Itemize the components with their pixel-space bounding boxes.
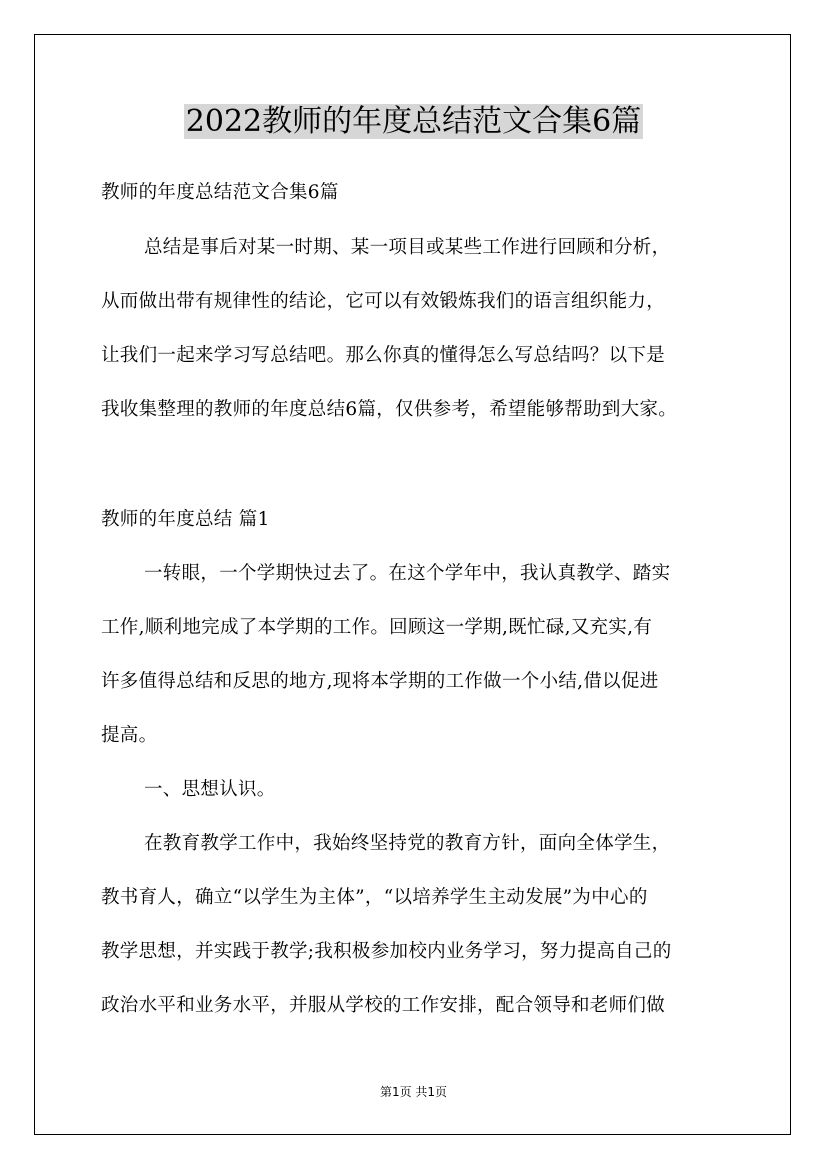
section-heading: 教师的年度总结 篇1 — [101, 509, 270, 530]
document-subtitle: 教师的年度总结范文合集6篇 — [101, 182, 339, 203]
paragraph-line: 教学思想，并实践于教学;我积极参加校内业务学习，努力提高自己的 — [101, 941, 672, 962]
document-title: 2022教师的年度总结范文合集6篇 — [185, 104, 642, 139]
paragraph-line: 一转眼，一个学期快过去了。在这个学年中，我认真教学、踏实 — [144, 563, 671, 584]
intro-line: 总结是事后对某一时期、某一项目或某些工作进行回顾和分析， — [144, 237, 671, 258]
subheading: 一、思想认识。 — [144, 779, 276, 800]
paragraph-line: 政治水平和业务水平，并服从学校的工作安排，配合领导和老师们做 — [101, 995, 666, 1016]
paragraph-line: 许多值得总结和反思的地方,现将本学期的工作做一个小结,借以促进 — [101, 671, 659, 692]
intro-line: 让我们一起来学习写总结吧。那么你真的懂得怎么写总结吗？以下是 — [101, 345, 666, 366]
paragraph-line: 教书育人，确立“以学生为主体”，“以培养学生主动发展”为中心的 — [101, 887, 648, 908]
paragraph-line: 在教育教学工作中，我始终坚持党的教育方针，面向全体学生， — [144, 833, 671, 854]
paragraph-line: 提高。 — [101, 725, 158, 746]
paragraph-line: 工作,顺利地完成了本学期的工作。回顾这一学期,既忙碌,又充实,有 — [101, 617, 653, 638]
page-footer: 第1页 共1页 — [379, 1085, 448, 1099]
intro-line: 从而做出带有规律性的结论，它可以有效锻炼我们的语言组织能力， — [101, 291, 666, 312]
intro-line: 我收集整理的教师的年度总结6篇，仅供参考，希望能够帮助到大家。 — [101, 399, 678, 420]
